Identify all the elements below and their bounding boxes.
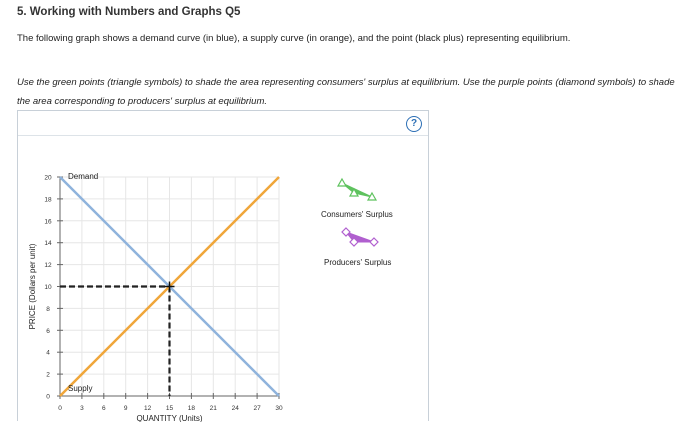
question-instructions: Use the green points (triangle symbols) to shade the area representing consumers' surplus at equilibrium. Use the purple points (diamond symbols) to shade the area corresponding to producers' surplus at equilibrium. xyxy=(17,77,675,107)
demand-label: Demand xyxy=(68,172,99,181)
x-tick-label: 0 xyxy=(58,405,62,412)
x-tick-label: 21 xyxy=(209,405,217,412)
help-button[interactable]: ? xyxy=(406,116,422,132)
y-tick-label: 10 xyxy=(44,284,52,291)
x-tick-label: 12 xyxy=(143,405,152,412)
graph-panel xyxy=(17,110,429,421)
x-tick-label: 15 xyxy=(165,405,174,412)
x-tick-label: 6 xyxy=(101,405,106,412)
question-title: 5. Working with Numbers and Graphs Q5 xyxy=(17,6,241,18)
y-tick-label: 2 xyxy=(46,371,50,379)
question-intro: The following graph shows a demand curve (in blue), a supply curve (in orange), and the point (black plus) representing equilibrium. xyxy=(17,33,571,44)
y-tick-label: 14 xyxy=(44,240,52,248)
consumers-surplus-tool[interactable] xyxy=(338,179,376,200)
x-tick-label: 9 xyxy=(123,405,128,412)
y-tick-label: 0 xyxy=(46,393,50,401)
y-tick-label: 8 xyxy=(46,305,50,313)
y-tick-label: 18 xyxy=(44,196,52,204)
producers-surplus-tool[interactable] xyxy=(342,228,378,246)
y-tick-label: 6 xyxy=(46,327,50,335)
x-axis-label: QUANTITY (Units) xyxy=(136,414,203,422)
y-tick-label: 16 xyxy=(44,218,52,226)
x-tick-label: 3 xyxy=(80,405,84,412)
x-tick-label: 27 xyxy=(253,405,261,412)
x-tick-label: 18 xyxy=(187,405,196,412)
y-axis-label: PRICE (Dollars per unit) xyxy=(28,243,37,330)
y-tick-label: 20 xyxy=(44,174,52,182)
producers-surplus-label: Producers' Surplus xyxy=(324,258,392,267)
y-tick-label: 4 xyxy=(46,349,50,357)
x-tick-label: 30 xyxy=(275,405,283,412)
x-tick-label: 24 xyxy=(231,405,239,412)
supply-label: Supply xyxy=(68,384,93,393)
consumers-surplus-label: Consumers' Surplus xyxy=(321,210,393,219)
producers-surplus-diamond-icon xyxy=(346,232,374,242)
y-tick-label: 12 xyxy=(44,262,52,270)
curve-labels xyxy=(68,172,98,393)
